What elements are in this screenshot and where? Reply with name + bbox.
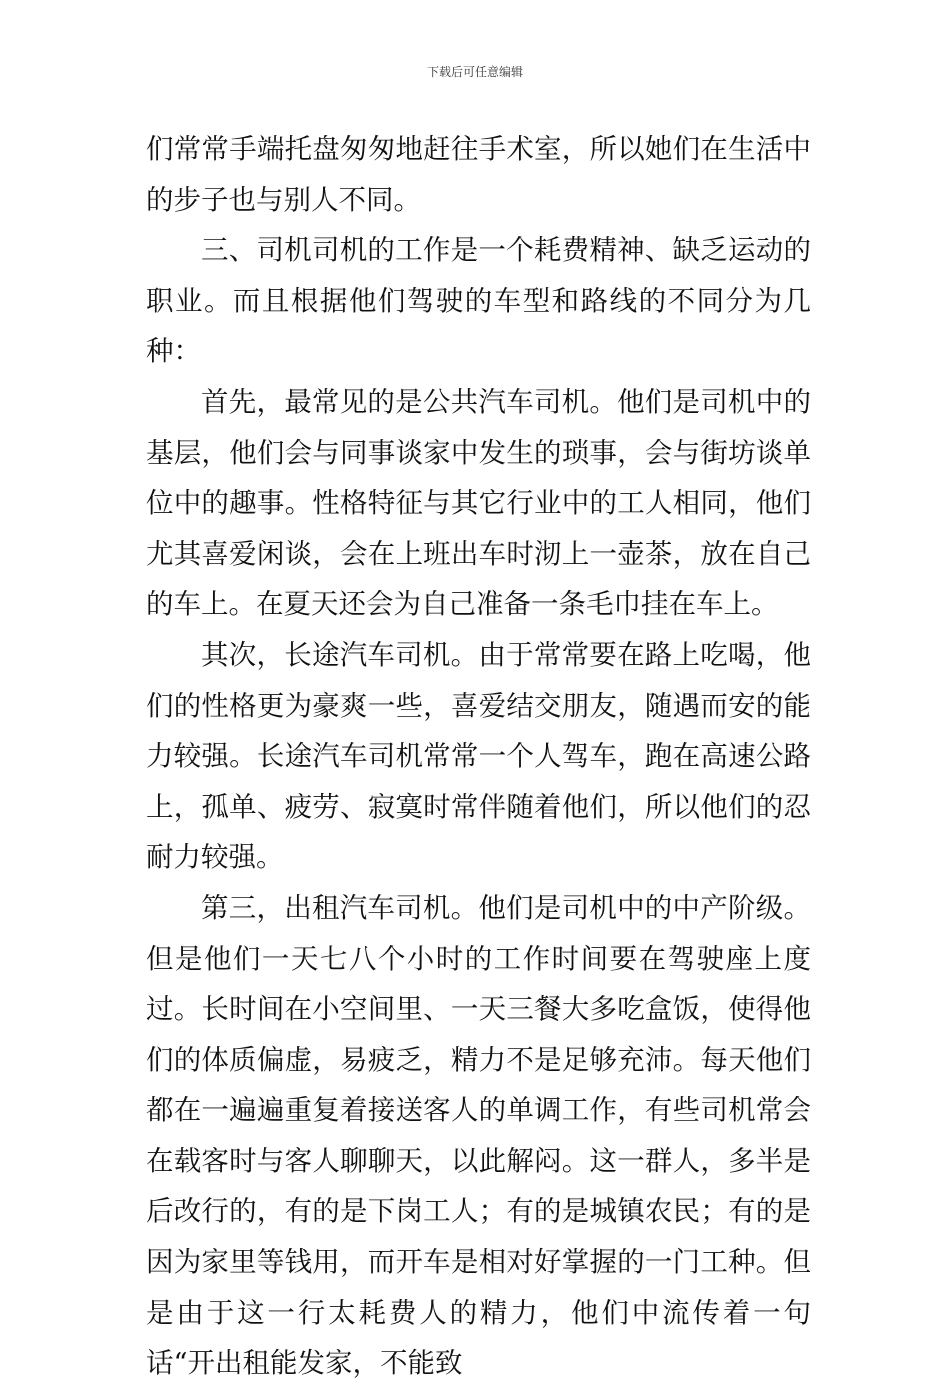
paragraph-section-three-drivers: 三、司机司机的工作是一个耗费精神、缺乏运动的职业。而且根据他们驾驶的车型和路线的不同分为几种： (146, 234, 811, 368)
paragraph-bus-drivers: 首先，最常见的是公共汽车司机。他们是司机中的基层，他们会与同事谈家中发生的琐事，会与街坊谈单位中的趣事。性格特征与其它行业中的工人相同，他们尤其喜爱闲谈，会在上班出车时沏上一壶茶，放在自己的车上。在夏天还会为自己准备一条毛巾挂在车上。 (146, 385, 811, 621)
body-text (146, 124, 811, 1389)
paragraph-taxi-drivers: 第三，出租汽车司机。他们是司机中的中产阶级。但是他们一天七八个小时的工作时间要在驾驶座上度过。长时间在小空间里、一天三餐大多吃盒饭，使得他们的体质偏虚，易疲乏，精力不是足够充沛。每天他们都在一遍遍重复着接送客人的单调工作，有些司机常会在载客时与客人聊聊天，以此解闷。这一群人，多半是后改行的，有的是下岗工人；有的是城镇农民；有的是因为家里等钱用，而开车是相对好掌握的一门工种。但是由于这一行太耗费人的精力，他们中流传着一句话“开出租能发家，不能致 (146, 891, 811, 1380)
paragraph-long-distance-drivers: 其次，长途汽车司机。由于常常要在路上吃喝，他们的性格更为豪爽一些，喜爱结交朋友，随遇而安的能力较强。长途汽车司机常常一个人驾车，跑在高速公路上，孤单、疲劳、寂寞时常伴随着他们，所以他们的忍耐力较强。 (146, 638, 811, 874)
page-header: 下载后可任意编辑 (426, 65, 523, 79)
paragraph-continuation: 们常常手端托盘匆匆地赶往手术室，所以她们在生活中的步子也与别人不同。 (146, 133, 811, 216)
